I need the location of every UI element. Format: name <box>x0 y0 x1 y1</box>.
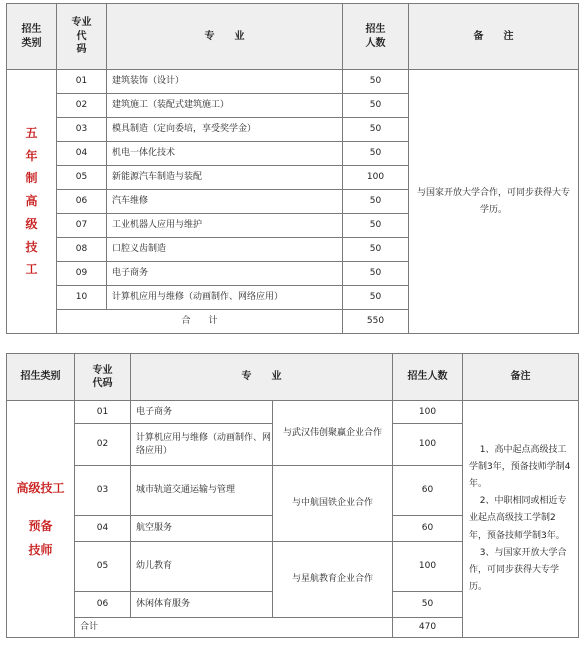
category-char: 工 <box>25 262 38 277</box>
major-cell: 建筑装饰（设计） <box>107 70 343 94</box>
code-cell: 06 <box>57 190 107 214</box>
category-char: 级 <box>25 216 38 231</box>
category-line: 技师 <box>28 543 53 557</box>
major-cell: 计算机应用与维修（动画制作、网络应用） <box>107 286 343 310</box>
major-cell: 休闲体育服务 <box>131 592 273 618</box>
count-cell: 60 <box>393 466 463 516</box>
category-cell <box>7 70 57 334</box>
enrollment-table-five-year <box>6 3 579 334</box>
count-cell: 50 <box>343 118 409 142</box>
major-cell: 城市轨道交通运输与管理 <box>131 466 273 516</box>
major-cell: 电子商务 <box>131 401 273 424</box>
count-cell: 50 <box>343 190 409 214</box>
remark-line: 3、与国家开放大学合作，可同步获得大专学历。 <box>469 547 567 592</box>
category-char: 年 <box>25 148 38 163</box>
count-cell: 50 <box>343 262 409 286</box>
code-cell: 01 <box>75 401 131 424</box>
code-cell: 04 <box>57 142 107 166</box>
header-code: 专业 代 码 <box>57 4 107 70</box>
category-char: 五 <box>25 125 38 140</box>
code-cell: 02 <box>75 424 131 466</box>
code-cell: 10 <box>57 286 107 310</box>
count-cell: 50 <box>343 238 409 262</box>
header-major: 专 业 <box>107 4 343 70</box>
count-cell: 100 <box>343 166 409 190</box>
code-cell: 07 <box>57 214 107 238</box>
count-cell: 50 <box>343 286 409 310</box>
table-row <box>7 401 579 424</box>
count-cell: 100 <box>393 424 463 466</box>
header-count: 招生 人数 <box>343 4 409 70</box>
remark-line: 1、高中起点高级技工学制3年，预备技师学制4年。 <box>469 445 571 490</box>
total-label: 合 计 <box>57 310 343 334</box>
table-gap <box>0 336 583 352</box>
category-char: 制 <box>25 171 38 186</box>
remark-cell <box>463 401 579 638</box>
header-remark: 备注 <box>463 354 579 401</box>
total-value: 550 <box>343 310 409 334</box>
header-major: 专 业 <box>131 354 393 401</box>
major-cell: 建筑施工（装配式建筑施工） <box>107 94 343 118</box>
code-cell: 04 <box>75 516 131 542</box>
category-line: 高级技工 <box>16 481 65 495</box>
major-cell: 计算机应用与维修（动画制作、网络应用） <box>131 424 273 466</box>
header-code: 专业 代码 <box>75 354 131 401</box>
remark-line: 2、中职相同或相近专业起点高级技工学制2年，预备技师学制3年。 <box>469 496 567 541</box>
major-cell: 模具制造（定向委培，享受奖学金） <box>107 118 343 142</box>
code-cell: 05 <box>57 166 107 190</box>
count-cell: 50 <box>393 592 463 618</box>
category-cell <box>7 401 75 638</box>
major-cell: 幼儿教育 <box>131 542 273 592</box>
code-cell: 06 <box>75 592 131 618</box>
enrollment-table-senior-technician <box>6 353 579 638</box>
code-cell: 05 <box>75 542 131 592</box>
category-line: 预备 <box>28 519 53 533</box>
total-value: 470 <box>393 618 463 638</box>
major-cell: 口腔义齿制造 <box>107 238 343 262</box>
category-char: 高 <box>25 194 38 209</box>
code-cell: 09 <box>57 262 107 286</box>
partner-cell: 与武汉伟创聚赢企业合作 <box>273 401 393 466</box>
total-label: 合计 <box>75 618 393 638</box>
count-cell: 100 <box>393 542 463 592</box>
count-cell: 50 <box>343 94 409 118</box>
code-cell: 03 <box>57 118 107 142</box>
code-cell: 01 <box>57 70 107 94</box>
code-cell: 03 <box>75 466 131 516</box>
partner-cell: 与中航国铁企业合作 <box>273 466 393 542</box>
header-category: 招生类别 <box>7 354 75 401</box>
count-cell: 60 <box>393 516 463 542</box>
count-cell: 100 <box>393 401 463 424</box>
major-cell: 工业机器人应用与维护 <box>107 214 343 238</box>
major-cell: 航空服务 <box>131 516 273 542</box>
table-row <box>7 70 579 94</box>
major-cell: 汽车维修 <box>107 190 343 214</box>
major-cell: 新能源汽车制造与装配 <box>107 166 343 190</box>
category-char: 技 <box>25 239 38 254</box>
header-category: 招生 类别 <box>7 4 57 70</box>
code-cell: 08 <box>57 238 107 262</box>
header-remark: 备 注 <box>409 4 579 70</box>
header-count: 招生人数 <box>393 354 463 401</box>
major-cell: 电子商务 <box>107 262 343 286</box>
count-cell: 50 <box>343 70 409 94</box>
count-cell: 50 <box>343 142 409 166</box>
partner-cell: 与星航教育企业合作 <box>273 542 393 618</box>
code-cell: 02 <box>57 94 107 118</box>
count-cell: 50 <box>343 214 409 238</box>
remark-cell: 与国家开放大学合作，可同步获得大专学历。 <box>409 70 579 334</box>
major-cell: 机电一体化技术 <box>107 142 343 166</box>
